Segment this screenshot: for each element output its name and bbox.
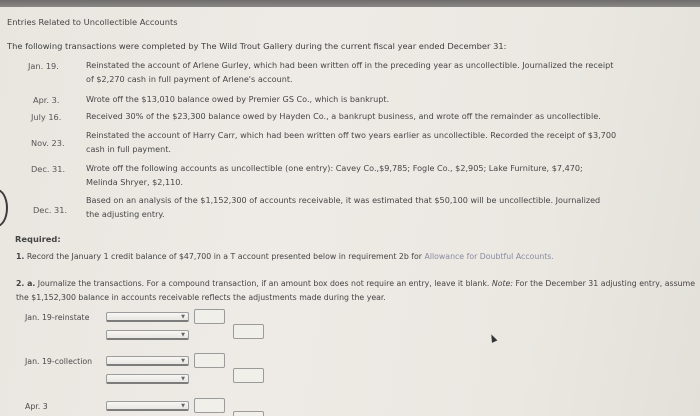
account-select[interactable] [106,330,189,340]
tx-line: of $2,270 cash in full payment of Arlene's account. [86,73,293,84]
window-top-edge [0,0,700,7]
tx-date: Jan. 19. [28,61,59,71]
requirement-1 [16,252,554,261]
debit-amount-input[interactable] [194,309,225,324]
req2-note-text: For the December 31 adjusting entry, assume the $1,152,300 balance in accounts receivable reflects the adjustments made during the year. [16,279,696,302]
entry-label-apr3: Apr. 3 [25,402,48,411]
account-select[interactable] [106,356,189,366]
tx-line: the adjusting entry. [86,208,165,219]
tx-date: Dec. 31. [31,164,66,174]
entry-label-jan19-reinstate: Jan. 19-reinstate [25,313,90,322]
tx-line: Based on an analysis of the $1,152,300 of accounts receivable, it was estimated that $50,100 will be uncollectible. Journalized [86,195,601,205]
tx-description [86,93,646,107]
credit-amount-input[interactable] [233,368,264,383]
req2-note-label: Note: [491,279,513,288]
mouse-cursor-icon [489,333,498,343]
tx-date: July 16. [31,112,62,122]
debit-amount-input[interactable] [194,353,225,368]
req1-text: Record the January 1 credit balance of $47,700 in a T account presented below in requirement 2b for [24,252,425,261]
photo-edge-circle [0,189,8,227]
tx-line: Wrote off the following accounts as uncollectible (one entry): Cavey Co.,$9,785; Fogle Co., $2,905; Lake Furniture, $7,470; [86,163,583,173]
req2-text: Journalize the transactions. For a compound transaction, if an amount box does not require an entry, leave it blank. [35,279,492,288]
account-select[interactable] [106,312,189,322]
tx-line: Reinstated the account of Harry Carr, which had been written off two years earlier as uncollectible. Recorded the receipt of $3,700 [86,130,617,140]
debit-amount-input[interactable] [194,398,225,413]
dropdown-arrow-icon: ▼ [181,332,185,338]
account-select[interactable] [106,401,189,411]
req1-number: 1. [16,252,25,261]
tx-description [86,194,646,221]
credit-amount-input[interactable] [233,411,264,416]
account-select[interactable] [106,374,189,384]
tx-date: Dec. 31. [33,205,68,215]
requirement-2a [16,277,696,304]
tx-date: Apr. 3. [33,95,60,105]
intro-text: The following transactions were completed by The Wild Trout Gallery during the current fiscal year ended December 31: [7,41,507,51]
dropdown-arrow-icon: ▼ [181,358,185,364]
tx-description [86,59,646,86]
dropdown-arrow-icon: ▼ [181,314,185,320]
required-heading: Required: [15,234,61,244]
dropdown-arrow-icon: ▼ [181,403,185,409]
dropdown-arrow-icon: ▼ [181,376,185,382]
entry-label-jan19-collection: Jan. 19-collection [25,357,93,366]
credit-amount-input[interactable] [233,324,264,339]
tx-line: Melinda Shryer, $2,110. [86,176,183,187]
page-title: Entries Related to Uncollectible Accounts [7,17,178,27]
tx-description [86,110,646,124]
tx-line: Received 30% of the $23,300 balance owed by Hayden Co., a bankrupt business, and wrote off the remainder as uncollectible. [86,111,601,121]
req2-number: 2. a. [16,279,36,288]
tx-description [86,129,646,156]
tx-description [86,162,646,189]
tx-line: Reinstated the account of Arlene Gurley, which had been written off in the preceding year as uncollectible. Journalized the receipt [86,60,614,70]
tx-line: cash in full payment. [86,143,171,154]
allowance-link[interactable]: Allowance for Doubtful Accounts. [424,252,554,261]
tx-line: Wrote off the $13,010 balance owed by Premier GS Co., which is bankrupt. [86,94,390,104]
tx-date: Nov. 23. [31,138,65,148]
